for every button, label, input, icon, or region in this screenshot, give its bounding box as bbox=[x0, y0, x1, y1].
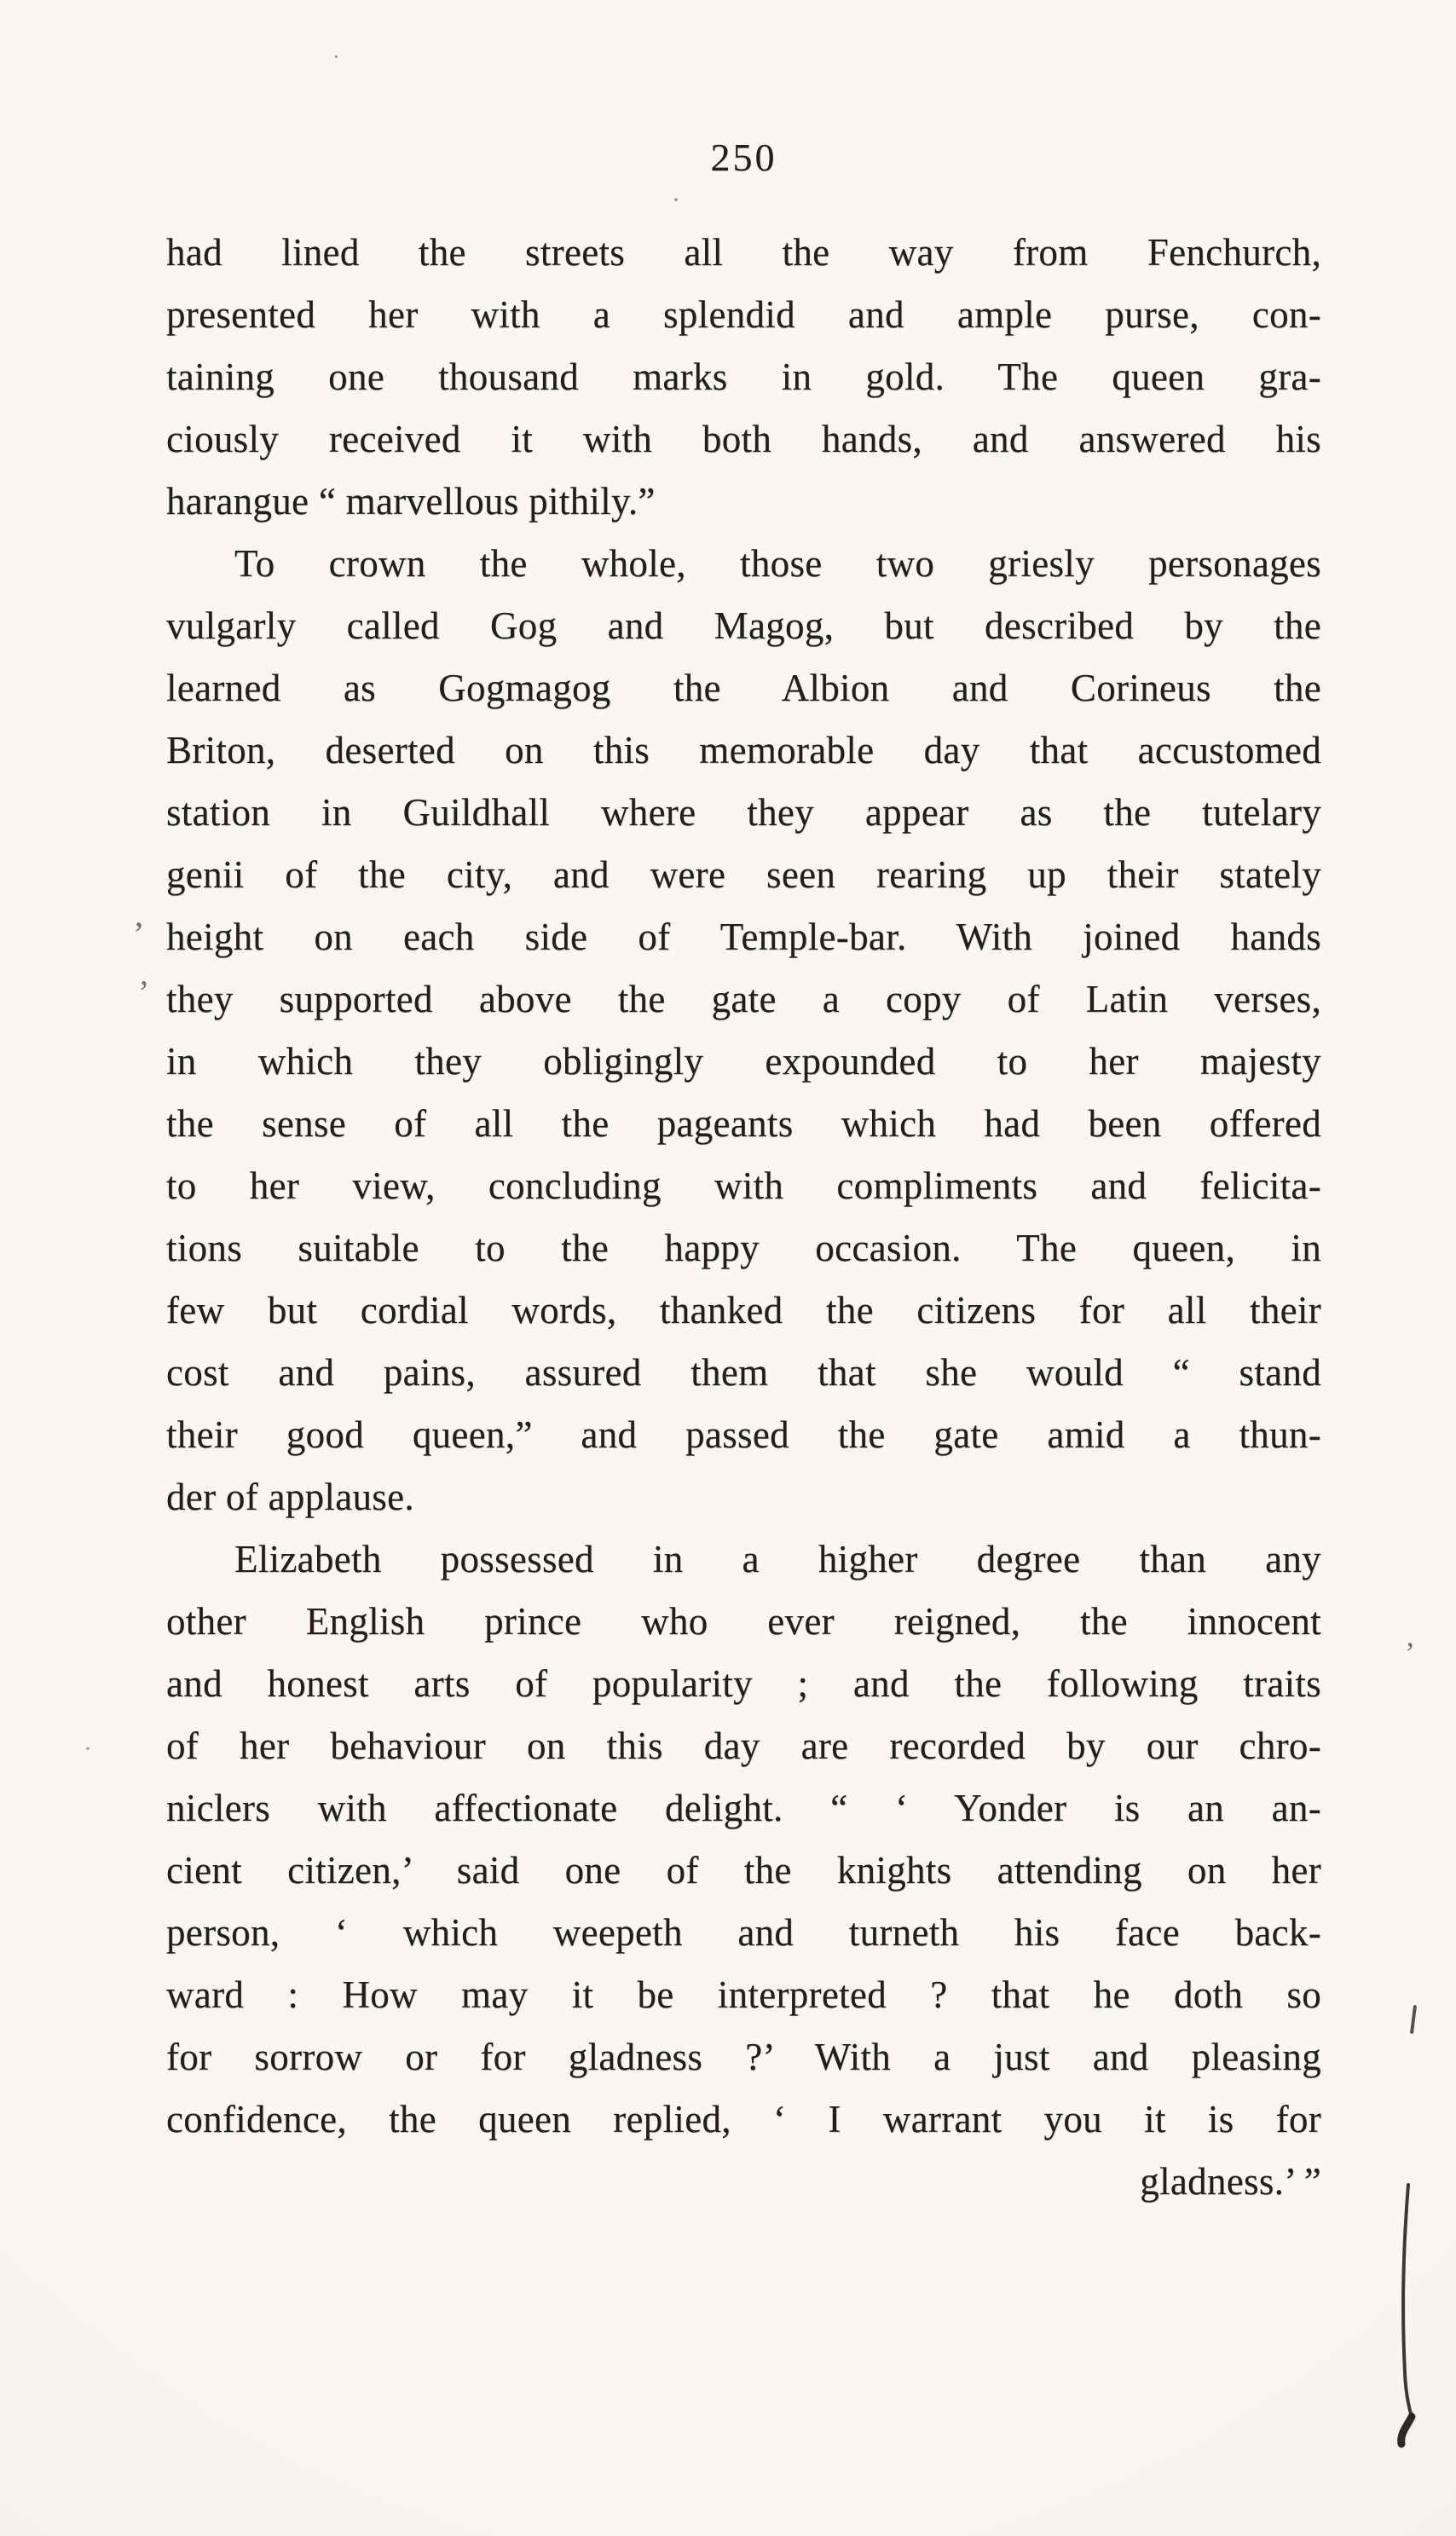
text-line: presented her with a splendid and ample purse, con- bbox=[166, 293, 1321, 336]
text-line: harangue “ marvellous pithily.” bbox=[166, 480, 656, 523]
margin-ink-mark: ’ bbox=[133, 915, 145, 953]
ink-stroke bbox=[1388, 2178, 1439, 2459]
ink-speck: · bbox=[84, 1735, 92, 1763]
text-line: in which they obligingly expounded to her majesty bbox=[166, 1040, 1321, 1083]
text-line: learned as Gogmagog the Albion and Corineus the bbox=[166, 667, 1321, 709]
text-line: Elizabeth possessed in a higher degree than any bbox=[234, 1538, 1321, 1580]
text-line: niclers with affectionate delight. “ ‘ Yonder is an an- bbox=[166, 1787, 1321, 1829]
text-line: of her behaviour on this day are recorded by our chro- bbox=[166, 1724, 1321, 1767]
text-line: had lined the streets all the way from Fenchurch, bbox=[166, 231, 1321, 274]
page-content bbox=[166, 132, 1321, 2213]
text-line: ciously received it with both hands, and answered his bbox=[166, 418, 1321, 460]
text-line: station in Guildhall where they appear as the tutelary bbox=[166, 791, 1321, 834]
text-line: they supported above the gate a copy of Latin verses, bbox=[166, 978, 1321, 1020]
paragraph bbox=[166, 1528, 1321, 2213]
text-line: height on each side of Temple-bar. With joined hands bbox=[166, 916, 1321, 958]
text-line: few but cordial words, thanked the citizens for all their bbox=[166, 1289, 1321, 1332]
text-line: genii of the city, and were seen rearing up their stately bbox=[166, 853, 1321, 896]
text-line: To crown the whole, those two griesly personages bbox=[234, 542, 1321, 585]
margin-ink-mark: ’ bbox=[1405, 1636, 1415, 1670]
text-line: the sense of all the pageants which had been offered bbox=[166, 1102, 1321, 1145]
ink-speck: · bbox=[332, 44, 340, 69]
text-line: cient citizen,’ said one of the knights attending on her bbox=[166, 1849, 1321, 1892]
text-line: taining one thousand marks in gold. The queen gra- bbox=[166, 355, 1321, 398]
text-line: and honest arts of popularity ; and the following traits bbox=[166, 1662, 1321, 1705]
text-line: vulgarly called Gog and Magog, but described by the bbox=[166, 604, 1321, 647]
text-line: other English prince who ever reigned, the innocent bbox=[166, 1600, 1321, 1643]
page-number: 250 bbox=[710, 136, 777, 179]
text-line: cost and pains, assured them that she would “ stand bbox=[166, 1351, 1321, 1394]
text-line: person, ‘ which weepeth and turneth his face back- bbox=[166, 1911, 1321, 1954]
text-line: Briton, deserted on this memorable day that accustomed bbox=[166, 729, 1321, 771]
text-line: gladness.’ ” bbox=[1140, 2160, 1321, 2203]
text-line: their good queen,” and passed the gate amid a thun- bbox=[166, 1413, 1321, 1456]
text-line: tions suitable to the happy occasion. The queen, in bbox=[166, 1227, 1321, 1269]
text-line: der of applause. bbox=[166, 1476, 414, 1518]
ink-speck: · bbox=[672, 186, 680, 214]
text-line: to her view, concluding with compliments and felicita- bbox=[166, 1164, 1321, 1207]
margin-ink-mark bbox=[1410, 2005, 1417, 2034]
paragraph bbox=[166, 222, 1321, 533]
margin-ink-mark: ‚ bbox=[138, 954, 150, 992]
text-line: confidence, the queen replied, ‘ I warrant you it is for bbox=[166, 2098, 1321, 2140]
page-text bbox=[166, 222, 1321, 2213]
text-line: for sorrow or for gladness ?’ With a just and pleasing bbox=[166, 2036, 1321, 2078]
text-line: ward : How may it be interpreted ? that he doth so bbox=[166, 1973, 1321, 2016]
paragraph bbox=[166, 533, 1321, 1528]
